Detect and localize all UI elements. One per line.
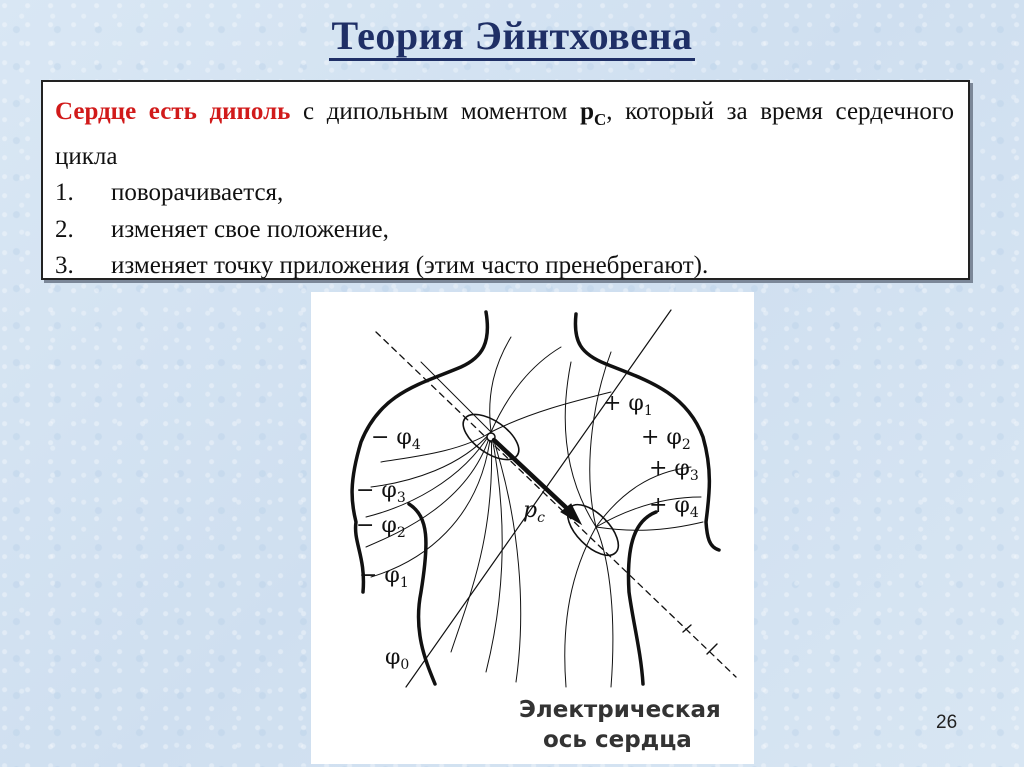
torso-dipole-diagram [311,292,754,764]
label-minus-phi2: − $\varphi_2$ [356,513,406,541]
label-plus-phi3: + $\varphi_3$ [649,456,699,484]
list-number: 1. [55,179,74,206]
definition-box [41,80,970,280]
moment-symbol [580,98,607,129]
label-minus-phi1: − $\varphi_1$ [359,563,409,591]
moment-letter: p [580,98,594,125]
intro-paragraph [55,94,954,175]
figure-caption [519,697,721,753]
caption-line1: Электрическая [519,697,721,723]
slide-title [0,12,1024,59]
property-list [55,175,954,285]
list-item [55,248,954,285]
caption-line2: ось сердца [543,727,692,753]
list-item [55,212,954,249]
label-minus-phi4: − $\varphi_4$ [371,425,421,453]
list-text: поворачивается, [111,179,284,206]
label-minus-phi3: − $\varphi_3$ [356,478,406,506]
list-text: изменяет свое положение, [111,215,389,243]
list-item [55,175,954,212]
intro-highlight: Сердце есть диполь [55,98,291,125]
list-number: 3. [55,252,74,279]
einthoven-figure [311,292,754,764]
list-number: 2. [55,215,74,243]
page-number: 26 [936,712,958,733]
electrical-axis-line [406,310,671,687]
list-text: изменяет точку приложения (этим часто пренебрегают). [111,252,709,279]
potential-labels [356,391,699,673]
right-arm-inner [628,512,656,684]
moment-subscript: C [593,110,607,129]
intro-text-before: с дипольным моментом [290,98,581,125]
label-dipole-pc: $p_c$ [523,498,545,526]
label-plus-phi4: + $\varphi_4$ [649,493,699,521]
left-arm-inner [409,504,435,684]
label-phi0: $\varphi_0$ [385,645,410,673]
label-plus-phi2: + $\varphi_2$ [641,425,691,453]
label-plus-phi1: + $\varphi_1$ [603,391,653,419]
slide-title-text: Теория Эйнтховена [329,13,694,61]
intro-text-after: , который за время сердечного цикла [55,98,954,170]
